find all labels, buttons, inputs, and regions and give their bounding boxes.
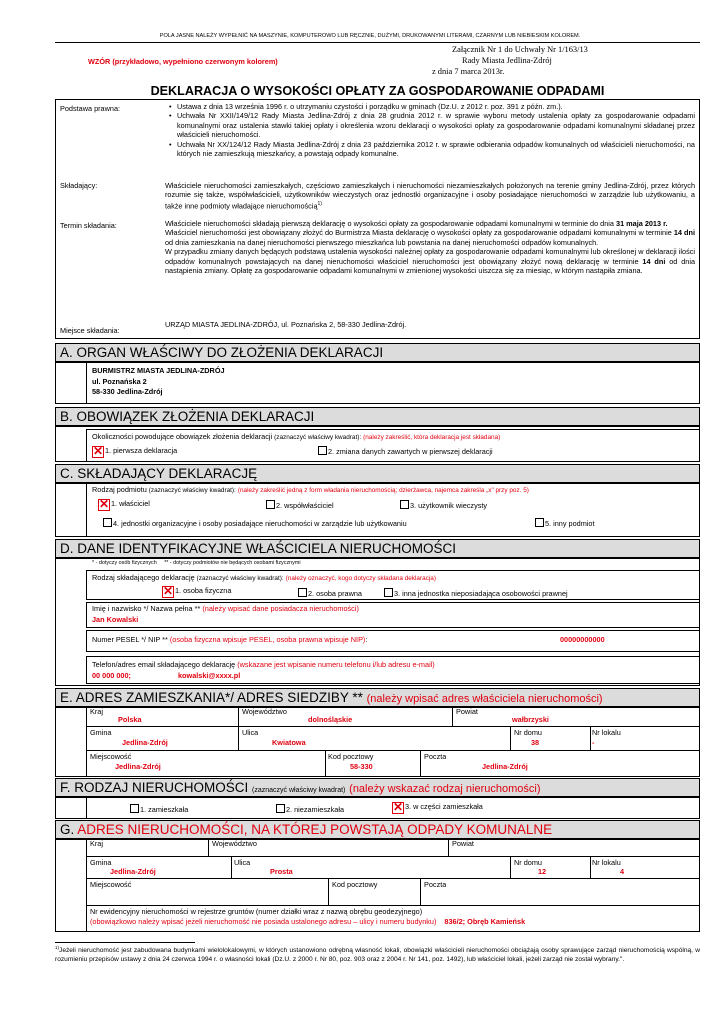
g-ulica-value: Prosta	[270, 867, 293, 876]
pesel-label	[92, 635, 367, 644]
g-ewid-row	[90, 917, 525, 926]
checkbox-icon[interactable]	[130, 804, 139, 813]
section-e-row-line	[86, 750, 700, 751]
section-e-header	[55, 688, 700, 707]
section-f-option-3-label: 3. w części zamieszkała	[405, 802, 483, 811]
grid-line	[452, 707, 453, 726]
grid-line	[231, 856, 232, 878]
e-kraj-label: Kraj	[90, 707, 103, 716]
owner-type-option-3-label: 3. inna jednostka nieposiadająca osobowości prawnej	[394, 589, 568, 598]
grid-line	[328, 878, 329, 905]
owner-type-option-2[interactable]	[298, 588, 362, 598]
section-f-option-2[interactable]	[276, 804, 344, 814]
section-g-row-line	[86, 905, 700, 906]
deadline-p3-text: W przypadku zmiany danych będących podstawą ustalenia wysokości należnej opłaty za gospodarowanie odpadami komunalnymi lub określonej w deklaracji ilości odpadów komunalnych powstających na danej nieruchomości właściciel nieruchomości jest obowiązany złożyć nową deklarację w terminie	[165, 247, 695, 266]
deadline-p1	[165, 219, 695, 228]
section-c-option-2[interactable]	[266, 500, 334, 510]
deadline-p2-days: 14 dni	[673, 228, 695, 238]
main-title: DEKLARACJA O WYSOKOŚCI OPŁATY ZA GOSPODAROWANIE ODPADAMI	[150, 84, 605, 98]
section-b-option-1[interactable]	[92, 446, 177, 458]
section-g-prefix: G.	[60, 822, 75, 837]
checkbox-icon[interactable]	[298, 588, 307, 597]
section-d-header: D. DANE IDENTYFIKACYJNE WŁAŚCICIELA NIERUCHOMOŚCI	[55, 539, 700, 558]
section-g-title: ADRES NIERUCHOMOŚCI, NA KTÓREJ POWSTAJĄ ODPADY KOMUNALNE	[77, 822, 553, 837]
grid-line	[510, 856, 511, 878]
owner-type-hint: (zaznaczyć właściwy kwadrat):	[196, 575, 284, 582]
owner-type-option-3[interactable]	[384, 588, 568, 598]
checkbox-icon[interactable]	[535, 518, 544, 527]
section-d-note: * - dotyczy osób fizycznych ** - dotyczy podmiotów nie będących osobami fizycznymi	[92, 560, 301, 566]
section-b-option-1-label: 1. pierwsza deklaracja	[105, 446, 178, 455]
grid-line	[238, 707, 239, 726]
section-g-row-line	[86, 878, 700, 879]
e-gmina-value: Jedlina-Zdrój	[122, 738, 168, 747]
e-powiat-value: wałbrzyski	[512, 715, 549, 724]
section-f-option-2-label: 2. niezamieszkała	[286, 805, 344, 814]
checkbox-icon[interactable]	[276, 804, 285, 813]
submitter-text	[165, 181, 695, 211]
e-nrdomu-label: Nr domu	[514, 728, 542, 737]
g-gmina-label: Gmina	[90, 858, 112, 867]
owner-name-value: Jan Kowalski	[92, 615, 139, 624]
authority-city: 58-330 Jedlina-Zdrój	[92, 387, 163, 396]
section-b-option-2-label: 2. zmiana danych zawartych w pierwszej deklaracji	[328, 447, 493, 456]
g-nrlok-value: 4	[620, 867, 625, 876]
section-c-header: C. SKŁADAJĄCY DEKLARACJĘ	[55, 464, 700, 483]
section-f-header	[55, 778, 700, 797]
top-divider	[55, 42, 700, 43]
grid-line	[590, 726, 591, 750]
checkbox-icon[interactable]	[266, 500, 275, 509]
checkbox-checked-icon[interactable]: ✕	[393, 800, 404, 814]
grid-line	[325, 750, 326, 777]
owner-type-question-text: Rodzaj składającego deklarację	[92, 573, 195, 582]
section-a-header: A. ORGAN WŁAŚCIWY DO ZŁOŻENIA DEKLARACJI	[55, 343, 700, 362]
owner-type-question	[92, 573, 436, 583]
owner-name-label-text: Imię i nazwisko */ Nazwa pełna **	[92, 604, 201, 613]
section-e-grid	[86, 707, 700, 777]
checkbox-icon[interactable]	[318, 446, 327, 455]
e-miejsc-value: Jedlina-Zdrój	[115, 762, 161, 771]
e-kod-label: Kod pocztowy	[328, 752, 374, 761]
section-b-header: B. OBOWIĄZEK ZŁOŻENIA DEKLARACJI	[55, 407, 700, 426]
section-e-row-line	[86, 726, 700, 727]
section-c-option-1-label: 1. właściciel	[111, 499, 150, 508]
section-b-red-hint: (należy zakreślić, która deklaracja jest składana)	[363, 434, 501, 441]
deadline-p1-text: Właściciele nieruchomości składają pierwszą deklarację o wysokości opłaty za gospodarowanie odpadami komunalnymi w terminie do dnia	[165, 219, 617, 228]
footnote-text: Jeżeli nieruchomość jest zabudowana budynkami wielolokalowymi, w których ustanowiono odrębną własność lokali, obowiązki właścicieli nieruchomości obciążają osoby sprawujące zarząd nieruchomością wspólną, w rozumieniu przepisów ustawy z dnia 24 czerwca 1994 r. o własności lokali (Dz.U. z 2000 r. Nr 80, poz. 903 oraz z 2004 r. Nr 141, poz. 1492), lub właściciel lokali, jeżeli zarząd nie został wybrany.".	[55, 947, 700, 963]
footnote-ref: 1)	[317, 200, 322, 207]
section-f-title: F. RODZAJ NIERUCHOMOŚCI	[60, 780, 249, 795]
section-e-title: E. ADRES ZAMIESZKANIA*/ ADRES SIEDZIBY **	[60, 690, 363, 705]
e-poczta-value: Jedlina-Zdrój	[482, 762, 528, 771]
g-powiat-label: Powiat	[452, 839, 474, 848]
g-ewid-value: 836/2; Obręb Kamieńsk	[444, 917, 526, 926]
e-ulica-label: Ulica	[242, 728, 259, 737]
attachment-line-2: Rady Miasta Jedlina-Zdrój	[462, 56, 552, 65]
deadline-p3-post: od dnia nastąpienia zmiany. Opłatę za gospodarowanie odpadami komunalnymi w zmienionej wysokości uiszcza się za miesiąc, w którym nastąpiła zmiana.	[165, 256, 696, 276]
section-f-option-1-label: 1. zamieszkała	[140, 805, 189, 814]
attachment-line-1: Załącznik Nr 1 do Uchwały Nr 1/163/13	[452, 45, 588, 54]
deadline-p2-text: Właściciel nieruchomości jest obowiązany złożyć do Burmistrza Miasta deklarację o wysokości opłaty za gospodarowanie odpadami komunalnymi w terminie	[165, 228, 674, 238]
section-e-red-hint: (należy wpisać adres właściciela nieruchomości)	[366, 693, 603, 705]
grid-line	[420, 750, 421, 777]
section-c-option-5[interactable]	[535, 518, 595, 528]
g-nrlok-label: Nr lokalu	[592, 858, 621, 867]
section-b-option-2[interactable]	[318, 446, 493, 456]
checkbox-checked-icon[interactable]: ✕	[93, 444, 104, 458]
deadline-p2	[165, 228, 695, 247]
section-c-option-2-label: 2. współwłaściciel	[276, 501, 334, 510]
e-woj-value: dolnośląskie	[308, 715, 353, 724]
e-powiat-label: Powiat	[456, 707, 478, 716]
place-label: Miejsce składania:	[60, 326, 120, 335]
e-poczta-label: Poczta	[424, 752, 447, 761]
g-nrdomu-value: 12	[538, 867, 547, 876]
legal-item-1: • Ustawa z dnia 13 września 1996 r. o utrzymaniu czystości i porządku w gminach (Dz.U. z 2012 r. poz. 391 z późn. zm.).	[177, 102, 695, 111]
legal-label: Podstawa prawna:	[60, 104, 121, 113]
footnote	[55, 944, 700, 964]
authority-address	[92, 366, 225, 398]
attachment-info	[432, 44, 588, 77]
footnote-divider	[55, 942, 195, 943]
deadline-date: 31 maja 2013 r.	[616, 219, 668, 228]
section-f-option-3[interactable]	[392, 802, 483, 814]
owner-type-option-2-label: 2. osoba prawna	[308, 589, 362, 598]
e-kraj-value: Polska	[118, 715, 142, 724]
e-nrdomu-value: 38	[531, 738, 540, 747]
e-ulica-value: Kwiatowa	[272, 738, 306, 747]
section-c-hint: (zaznaczyć właściwy kwadrat):	[148, 487, 236, 494]
e-nrlok-value: -	[592, 738, 595, 747]
grid-line	[510, 726, 511, 750]
owner-type-option-1-label: 1. osoba fizyczna	[175, 586, 232, 595]
grid-line	[420, 878, 421, 905]
place-value: URZĄD MIASTA JEDLINA-ZDRÓJ, ul. Poznańska 2, 58-330 Jedlina-Zdrój.	[165, 320, 407, 329]
pesel-colon: :	[365, 635, 368, 644]
checkbox-icon[interactable]	[400, 500, 409, 509]
section-f-option-1[interactable]	[130, 804, 188, 814]
g-kod-label: Kod pocztowy	[332, 880, 378, 889]
section-c-red-hint: (należy zakreślić jedną z form władania nieruchomością; dzierżawca, najemca zakreśla „x" przy poz. 5)	[237, 487, 529, 494]
phone-red-hint: (wskazane jest wpisanie numeru telefonu i/lub adresu e-mail)	[237, 660, 435, 669]
submitter-text-body: Właściciele nieruchomości zamieszkałych, częściowo zamieszkałych i nieruchomości niezamieszkałych położonych na terenie gminy Jedlina-Zdrój, przez których rozumie się także, współwłaścicieli, użytkowników wieczystych oraz jednostki organizacyjne i osoby posiadające nieruchomości w zarządzie lub użytkowaniu, a także inne podmioty władające nieruchomością	[165, 181, 695, 211]
email-value: kowalski@xxxx.pl	[178, 671, 241, 680]
section-c-option-4[interactable]	[103, 518, 407, 528]
authority-name: BURMISTRZ MIASTA JEDLINA-ZDRÓJ	[92, 366, 225, 375]
owner-type-option-1[interactable]	[162, 586, 231, 598]
g-kraj-label: Kraj	[90, 839, 103, 848]
owner-name-label	[92, 604, 359, 613]
section-c-question	[92, 485, 529, 495]
section-c-option-1[interactable]	[98, 499, 150, 511]
grid-line	[238, 726, 239, 750]
pesel-label-text: Numer PESEL */ NIP **	[92, 635, 168, 644]
owner-name-red-hint: (należy wpisać dane posiadacza nieruchomości)	[202, 604, 359, 613]
section-b-question-text: Okoliczności powodujące obowiązek złożenia deklaracji	[92, 432, 273, 441]
deadline-label: Termin składania:	[60, 221, 117, 230]
deadline-p3	[165, 247, 695, 275]
section-c-option-4-label: 4. jednostki organizacyjne i osoby posiadające nieruchomości w zarządzie lub użytkowaniu	[113, 519, 407, 528]
section-c-option-5-label: 5. inny podmiot	[545, 519, 595, 528]
checkbox-checked-icon[interactable]: ✕	[163, 584, 174, 598]
authority-street: ul. Poznańska 2	[92, 376, 147, 386]
g-ulica-label: Ulica	[234, 858, 251, 867]
deadline-p2-post: od dnia zamieszkania na danej nieruchomości pierwszego mieszkańca lub powstania na danej nieruchomości odpadów komunalnych.	[165, 237, 599, 247]
g-gmina-value: Jedlina-Zdrój	[110, 867, 156, 876]
owner-type-red-hint: (należy oznaczyć, kogo dotyczy składana deklaracja)	[285, 575, 436, 582]
top-notice: POLA JASNE NALEŻY WYPEŁNIĆ NA MASZYNIE, KOMPUTEROWO LUB RĘCZNIE, DUŻYMI, DRUKOWANYMI LITERAMI, CZARNYM LUB NIEBIESKIM KOLOREM.	[159, 33, 581, 39]
deadline-text	[165, 219, 695, 275]
e-kod-value: 58-330	[350, 762, 373, 771]
section-f-hint: (zaznaczyć właściwy kwadrat)	[252, 787, 346, 794]
attachment-line-3: z dnia 7 marca 2013r.	[432, 67, 505, 76]
e-woj-label: Województwo	[242, 707, 287, 716]
section-c-option-3[interactable]	[400, 500, 487, 510]
section-g-header	[55, 820, 700, 839]
footnote-mark: 1)	[55, 945, 60, 950]
g-woj-label: Województwo	[212, 839, 257, 848]
section-c-question-text: Rodzaj podmiotu	[92, 485, 147, 494]
section-b-hint: (zaznaczyć właściwy kwadrat):	[274, 434, 362, 441]
phone-label	[92, 660, 435, 669]
section-g-row-line	[86, 856, 700, 857]
checkbox-checked-icon[interactable]: ✕	[99, 497, 110, 511]
checkbox-icon[interactable]	[384, 588, 393, 597]
section-b-question	[92, 432, 500, 442]
legal-list	[165, 102, 695, 158]
grid-line	[448, 839, 449, 856]
g-poczta-label: Poczta	[424, 880, 447, 889]
legal-item-2: • Uchwała Nr XXII/149/12 Rady Miasta Jedlina-Zdrój z dnia 28 grudnia 2012 r. w sprawie wyboru metody ustalenia opłaty za gospodarowanie odpadami komunalnymi oraz ustalenia stawki takiej opłaty i określenia wzoru deklaracji o wysokości opłaty za gospodarowanie odpadami komunalnymi składanej przez właścicieli nieruchomości.	[177, 111, 695, 139]
e-miejsc-label: Miejscowość	[90, 752, 132, 761]
g-ewid-red-hint: (obowiązkowo należy wpisać jeżeli nieruchomość nie posiada ustalonego adresu – ulicy i numeru budynku)	[90, 917, 437, 926]
section-c-option-3-label: 3. użytkownik wieczysty	[410, 501, 488, 510]
g-miejsc-label: Miejscowość	[90, 880, 132, 889]
grid-line	[590, 856, 591, 878]
e-gmina-label: Gmina	[90, 728, 112, 737]
grid-line	[208, 839, 209, 856]
checkbox-icon[interactable]	[103, 518, 112, 527]
g-nrdomu-label: Nr domu	[514, 858, 542, 867]
phone-value: 00 000 000;	[92, 671, 131, 680]
pesel-red-hint: (osoba fizyczna wpisuje PESEL, osoba prawna wpisuje NIP)	[169, 635, 366, 644]
legal-item-3: • Uchwała Nr XX/124/12 Rady Miasta Jedlina-Zdrój z dnia 23 października 2012 r. w sprawie odbierania odpadów komunalnych od właścicieli nieruchomości, na których nie zamieszkują mieszkańcy, a powstają odpady komunalne.	[177, 140, 695, 159]
deadline-p3-days: 14 dni	[642, 256, 666, 266]
g-ewid-label: Nr ewidencyjny nieruchomości w rejestrze gruntów (numer działki wraz z nazwą obrębu geodezyjnego)	[90, 907, 423, 916]
submitter-label: Składający:	[60, 181, 98, 190]
sample-label: WZÓR (przykładowo, wypełniono czerwonym kolorem)	[88, 57, 278, 66]
pesel-value: 00000000000	[560, 635, 605, 644]
phone-label-text: Telefon/adres email składającego deklarację	[92, 660, 236, 669]
e-nrlok-label: Nr lokalu	[592, 728, 621, 737]
section-f-red-hint: (należy wskazać rodzaj nieruchomości)	[349, 783, 541, 795]
